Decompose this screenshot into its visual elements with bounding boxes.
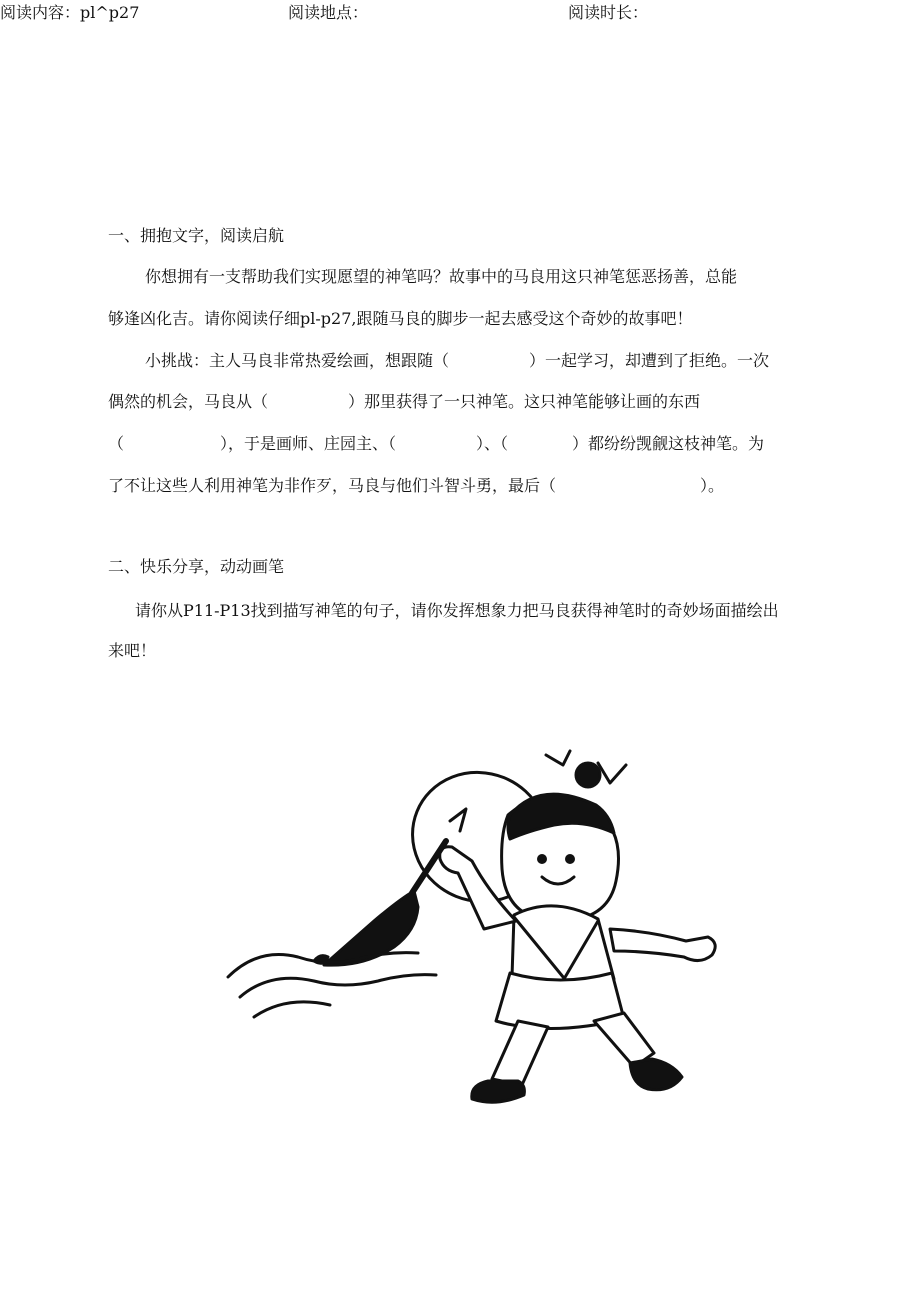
- challenge-line-1: 小挑战：主人马良非常热爱绘画，想跟随（ ）一起学习，却遭到了拒绝。一次: [145, 351, 770, 370]
- challenge-line-3: （ ），于是画师、庄园主、（ ）、（ ）都纷纷觊觎这枝神笔。为: [108, 434, 765, 453]
- boy-painting-with-magic-brush-illustration: [218, 745, 728, 1125]
- intro-paragraph-line-2: 够逢凶化吉。请你阅读仔细pl-p27,跟随马良的脚步一起去感受这个奇妙的故事吧！: [108, 309, 693, 328]
- drawing-prompt-line-2: 来吧！: [108, 641, 157, 660]
- challenge-line-2: 偶然的机会，马良从（ ）那里获得了一只神笔。这只神笔能够让画的东西: [108, 392, 701, 411]
- reading-info-row: [0, 0, 650, 20]
- challenge-line-4: 了不让这些人利用神笔为非作歹，马良与他们斗智斗勇，最后（ ）。: [108, 476, 725, 495]
- reading-content-label: 阅读内容：pl^p27: [0, 3, 140, 22]
- reading-duration-label: 阅读时长：: [568, 3, 649, 22]
- drawing-prompt-line-1: 请你从P11-P13找到描写神笔的句子，请你发挥想象力把马良获得神笔时的奇妙场面描绘出: [135, 601, 779, 620]
- section-1-title: 一、拥抱文字，阅读启航: [108, 226, 285, 245]
- intro-paragraph-line-1: 你想拥有一支帮助我们实现愿望的神笔吗？故事中的马良用这只神笔惩恶扬善，总能: [145, 267, 738, 286]
- reading-place-label: 阅读地点：: [288, 3, 369, 22]
- section-2-title: 二、快乐分享，动动画笔: [108, 557, 285, 576]
